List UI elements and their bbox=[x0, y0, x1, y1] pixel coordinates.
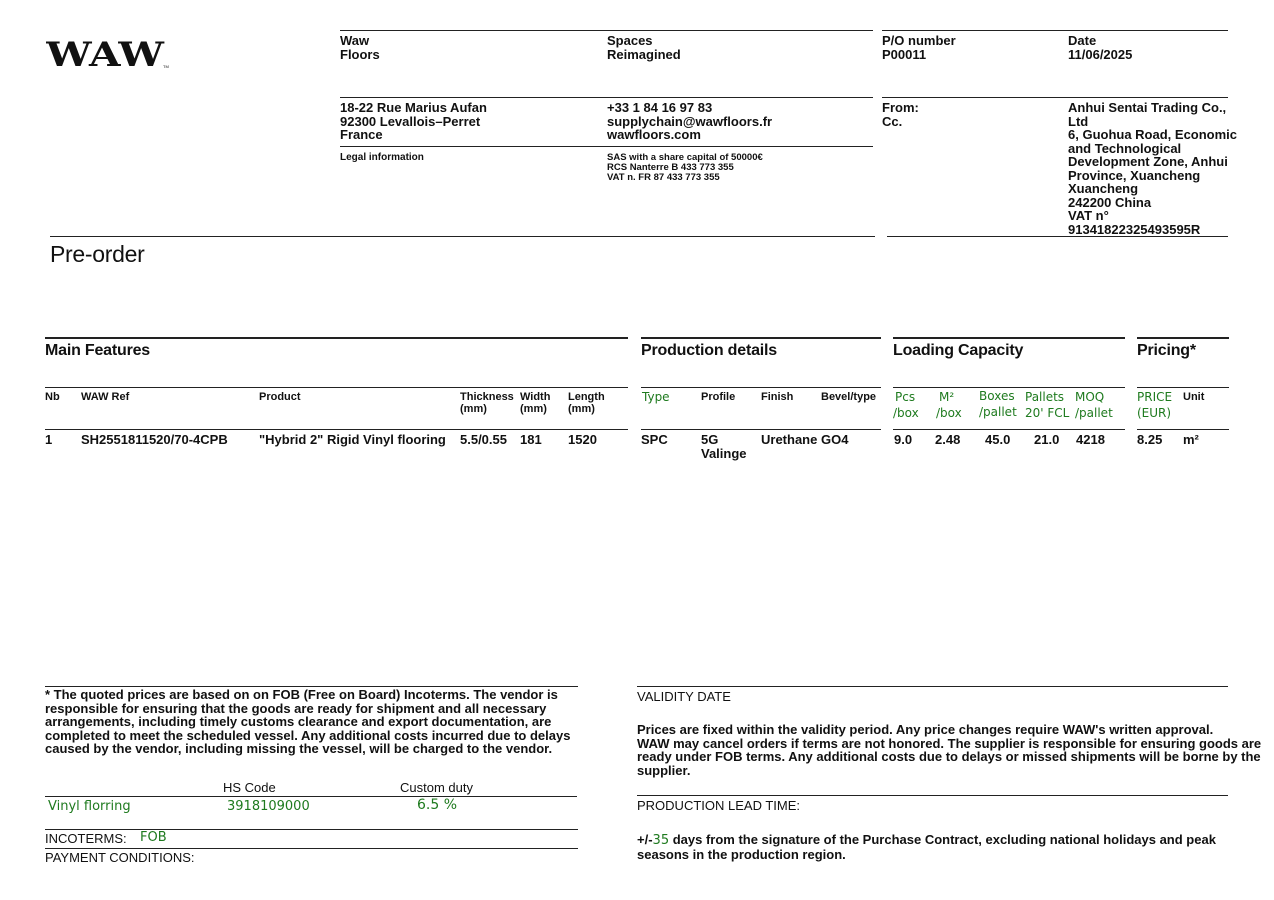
page-title: Pre-order bbox=[50, 241, 145, 267]
row-rule bbox=[893, 429, 1125, 430]
supplier-address bbox=[1068, 101, 1237, 236]
footnote-line: completed to meet the scheduled vessel. Any additional costs incurred due to delays bbox=[45, 727, 571, 743]
col-header-line: /pallet bbox=[979, 405, 1017, 419]
legal-info bbox=[607, 153, 763, 183]
cell-unit: m² bbox=[1183, 432, 1199, 447]
lead-time-text bbox=[637, 833, 1216, 861]
validity-text bbox=[637, 723, 1261, 777]
col-header-pcs-box bbox=[893, 389, 919, 421]
col-header-bevel: Bevel/type bbox=[821, 391, 877, 403]
pricing-rule bbox=[1137, 337, 1229, 339]
cell-width: 181 bbox=[520, 432, 542, 447]
col-header-width bbox=[520, 392, 550, 415]
date-label: Date bbox=[1068, 33, 1097, 48]
legal-label: Legal information bbox=[340, 152, 424, 163]
date-block bbox=[1068, 34, 1132, 61]
lead-time-prefix: +/- bbox=[637, 832, 653, 847]
company-tagline bbox=[607, 34, 681, 61]
cell-waw-ref: SH2551811520/70-4CPB bbox=[81, 432, 228, 447]
col-header-finish: Finish bbox=[761, 391, 794, 403]
footnote-line: responsible for ensuring that the goods are ready for shipment and all necessary bbox=[45, 700, 547, 716]
payment-conditions-label: PAYMENT CONDITIONS: bbox=[45, 850, 195, 865]
col-header-line: (mm) bbox=[568, 402, 595, 415]
supplier-line: Anhui Sentai Trading Co., bbox=[1068, 100, 1227, 115]
row-rule bbox=[45, 429, 628, 430]
col-header-line: Width bbox=[520, 391, 551, 403]
footnote-line: arrangements, including timely customs clearance and export documentation, are bbox=[45, 714, 552, 729]
address-line: 18-22 Rue Marius Aufan bbox=[340, 100, 487, 115]
col-header-line: Length bbox=[568, 391, 605, 403]
col-header-line: Thickness bbox=[460, 391, 514, 403]
col-header-boxes-pallet bbox=[979, 388, 1017, 420]
table-header-rule bbox=[45, 387, 628, 388]
col-header-thickness bbox=[460, 392, 514, 415]
fob-footnote bbox=[45, 688, 570, 756]
col-header-pallets-fcl bbox=[1025, 389, 1069, 421]
col-header-line: PRICE bbox=[1137, 390, 1173, 404]
company-name-line: Floors bbox=[340, 46, 380, 62]
col-header-line: /box bbox=[936, 406, 962, 420]
date-value: 11/06/2025 bbox=[1068, 46, 1133, 62]
lead-time-days: 35 bbox=[652, 833, 670, 848]
row-rule bbox=[641, 429, 881, 430]
cell-thickness: 5.5/0.55 bbox=[460, 432, 507, 447]
po-number bbox=[882, 34, 956, 61]
cell-nb: 1 bbox=[45, 432, 53, 447]
cc-label: Cc. bbox=[882, 113, 903, 129]
col-header-moq-pallet bbox=[1075, 389, 1113, 421]
lead-time-line-1 bbox=[637, 833, 1216, 848]
section-loading-capacity: Loading Capacity bbox=[893, 342, 1024, 359]
po-value: P00011 bbox=[882, 46, 927, 62]
lead-time-line-2: seasons in the production region. bbox=[637, 846, 846, 862]
col-header-line: (EUR) bbox=[1137, 406, 1172, 420]
customs-item: Vinyl florring bbox=[48, 799, 131, 814]
col-header-type: Type bbox=[642, 390, 670, 404]
validity-rule bbox=[637, 686, 1228, 687]
customs-rule bbox=[45, 796, 577, 797]
col-header-waw-ref: WAW Ref bbox=[81, 391, 130, 403]
company-address bbox=[340, 101, 487, 142]
col-header-profile: Profile bbox=[701, 391, 736, 403]
col-header-line: /box bbox=[893, 406, 919, 420]
validity-line: supplier. bbox=[637, 762, 691, 778]
company-name bbox=[340, 34, 380, 61]
section-production-details: Production details bbox=[641, 342, 777, 359]
header-rule-left bbox=[340, 30, 873, 31]
waw-logo-mark bbox=[46, 40, 171, 70]
table-header-rule bbox=[1137, 387, 1229, 388]
hs-code-label: HS Code bbox=[223, 780, 276, 795]
supplier-line: 242200 China bbox=[1068, 194, 1152, 210]
supplier-line: Ltd bbox=[1068, 113, 1089, 129]
cell-moq: 4218 bbox=[1076, 432, 1105, 447]
col-header-line: Pcs bbox=[895, 390, 916, 404]
address-rule-right bbox=[882, 97, 1228, 98]
cell-pcs-box: 9.0 bbox=[894, 432, 913, 447]
col-header-line: (mm) bbox=[520, 402, 547, 415]
footnote-line: caused by the vendor, including missing the vessel, will be charged to the vendor. bbox=[45, 741, 553, 756]
cell-line: Valinge bbox=[701, 446, 747, 461]
col-header-nb: Nb bbox=[45, 391, 60, 403]
col-header-product: Product bbox=[259, 391, 301, 403]
cell-length: 1520 bbox=[568, 432, 597, 447]
col-header-line: M² bbox=[939, 390, 955, 404]
phone: +33 1 84 16 97 83 bbox=[607, 100, 713, 115]
hs-code-value: 3918109000 bbox=[227, 799, 310, 814]
company-name-line: Waw bbox=[340, 33, 370, 48]
row-rule bbox=[1137, 429, 1229, 430]
legal-line: RCS Nanterre B 433 773 355 bbox=[607, 162, 734, 173]
col-header-line: Boxes bbox=[979, 389, 1015, 403]
address-line: 92300 Levallois–Perret bbox=[340, 113, 481, 129]
cell-finish: Urethane bbox=[761, 432, 818, 447]
logo-tm: TM bbox=[163, 64, 169, 69]
cell-profile bbox=[701, 433, 747, 461]
lead-time-title: PRODUCTION LEAD TIME: bbox=[637, 798, 801, 813]
cell-line: 5G bbox=[701, 432, 719, 447]
company-contact bbox=[607, 101, 772, 142]
col-header-line: /pallet bbox=[1075, 406, 1113, 420]
table-header-rule bbox=[641, 387, 881, 388]
col-header-line: Pallets bbox=[1025, 390, 1065, 404]
website: wawfloors.com bbox=[607, 127, 701, 142]
address-rule-left bbox=[340, 97, 873, 98]
cell-type: SPC bbox=[641, 432, 668, 447]
col-header-unit: Unit bbox=[1183, 391, 1205, 403]
email: supplychain@wawfloors.fr bbox=[607, 113, 773, 129]
col-header-length bbox=[568, 392, 605, 415]
incoterms-label: INCOTERMS: bbox=[45, 831, 127, 846]
lead-time-rule bbox=[637, 795, 1228, 796]
loading-rule bbox=[893, 337, 1125, 339]
title-rule-left bbox=[50, 236, 875, 237]
tagline-line: Reimagined bbox=[607, 46, 681, 62]
supplier-line: Xuancheng bbox=[1068, 181, 1139, 196]
validity-line: Prices are fixed within the validity period. Any price changes require WAW's written approval. bbox=[637, 722, 1214, 737]
supplier-vat: 91341822325493595R bbox=[1068, 221, 1201, 237]
cell-bevel: GO4 bbox=[821, 432, 849, 447]
custom-duty-label: Custom duty bbox=[400, 780, 473, 795]
legal-rule bbox=[340, 146, 873, 147]
po-label: P/O number bbox=[882, 33, 956, 48]
cell-m2-box: 2.48 bbox=[935, 432, 961, 447]
main-features-rule bbox=[45, 337, 628, 339]
section-main-features: Main Features bbox=[45, 342, 150, 359]
col-header-line: 20' FCL bbox=[1025, 406, 1070, 420]
validity-line: WAW may cancel orders if terms are not honored. The supplier is responsible for ensuring goods are bbox=[637, 735, 1262, 751]
waw-logo bbox=[46, 40, 171, 70]
legal-line: VAT n. FR 87 433 773 355 bbox=[607, 172, 720, 183]
validity-title: VALIDITY DATE bbox=[637, 689, 731, 704]
supplier-line: Province, Xuancheng bbox=[1068, 167, 1201, 183]
supplier-line: 6, Guohua Road, Economic bbox=[1068, 127, 1238, 142]
supplier-line: VAT n° bbox=[1068, 208, 1109, 223]
footnote-line: * The quoted prices are based on on FOB (Free on Board) Incoterms. The vendor is bbox=[45, 687, 558, 702]
cell-product: "Hybrid 2" Rigid Vinyl flooring bbox=[259, 432, 446, 447]
custom-duty-value: 6.5 % bbox=[417, 797, 458, 813]
col-header-line: (mm) bbox=[460, 402, 487, 415]
supplier-line: Development Zone, Anhui bbox=[1068, 154, 1228, 169]
col-header-price bbox=[1137, 389, 1172, 421]
validity-line: ready under FOB terms. Any additional costs due to delays or missed shipments will be borne by the bbox=[637, 749, 1261, 764]
col-header-m2-box bbox=[936, 389, 962, 421]
from-label: From: bbox=[882, 100, 919, 115]
tagline-line: Spaces bbox=[607, 33, 653, 48]
supplier-line: and Technological bbox=[1068, 140, 1182, 156]
lead-time-rest: days from the signature of the Purchase Contract, excluding national holidays and peak bbox=[669, 832, 1216, 847]
address-line: France bbox=[340, 127, 383, 142]
logo-text: WAW bbox=[46, 40, 165, 70]
production-rule bbox=[641, 337, 881, 339]
incoterms-rule bbox=[45, 829, 578, 830]
legal-line: SAS with a share capital of 50000€ bbox=[607, 152, 763, 163]
header-rule-right bbox=[882, 30, 1228, 31]
col-header-line: MOQ bbox=[1075, 390, 1105, 404]
payment-rule bbox=[45, 848, 578, 849]
incoterms-value: FOB bbox=[140, 830, 167, 845]
from-cc bbox=[882, 101, 919, 128]
cell-boxes-pallet: 45.0 bbox=[985, 432, 1011, 447]
cell-price: 8.25 bbox=[1137, 432, 1163, 447]
section-pricing: Pricing* bbox=[1137, 342, 1196, 359]
title-rule-right bbox=[887, 236, 1228, 237]
cell-pallets-fcl: 21.0 bbox=[1034, 432, 1060, 447]
